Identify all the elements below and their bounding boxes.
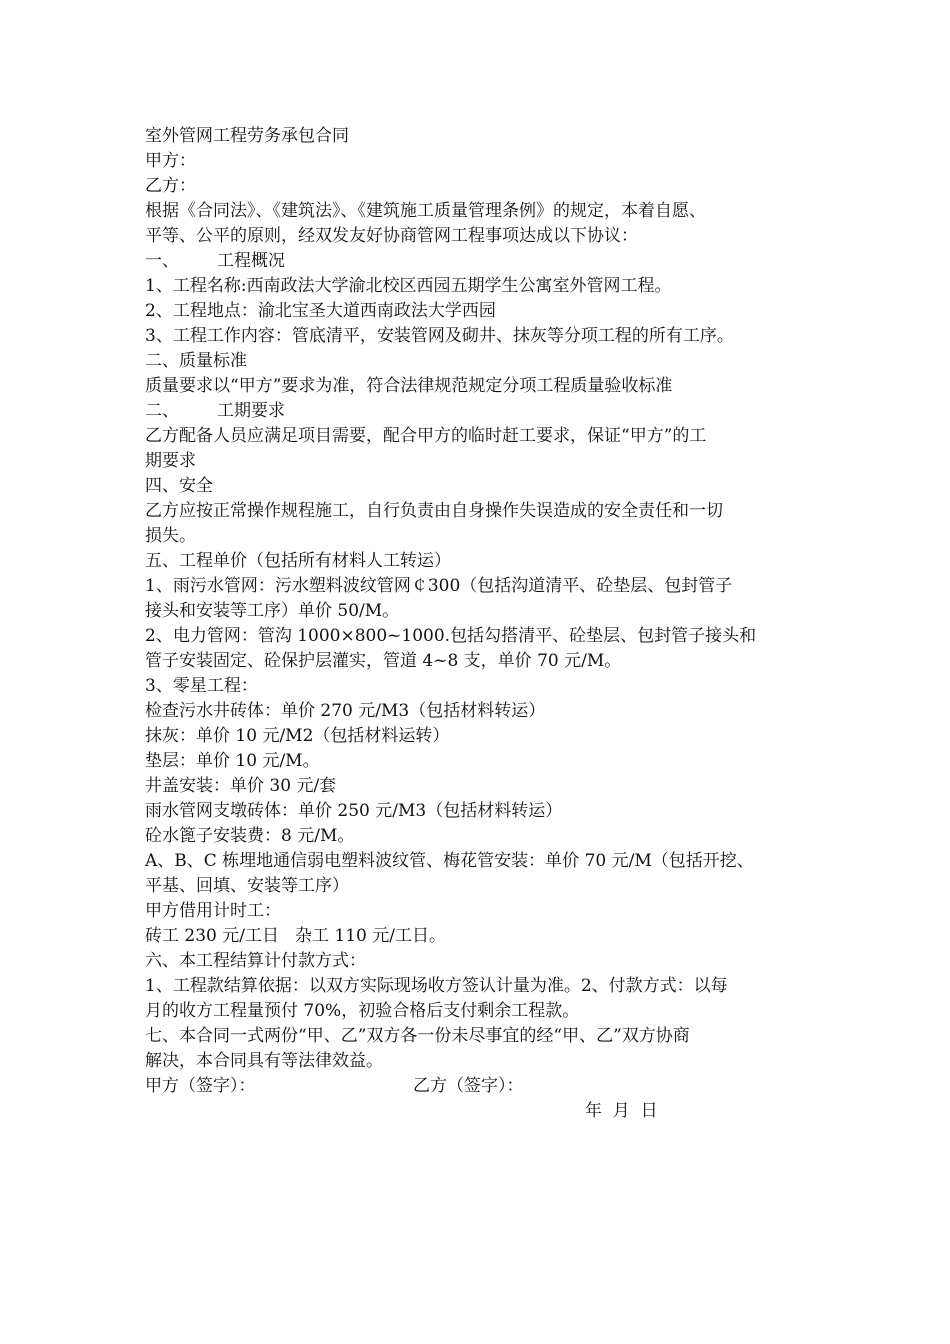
party-b-signature: 乙方（签字）： [413, 1076, 524, 1096]
section-7-text: 七、本合同一式两份“甲、乙”双方各一份未尽事宜的经“甲、乙”双方协商 [145, 1026, 690, 1046]
section-7-text: 解决，本合同具有等法律效益。 [145, 1051, 383, 1071]
section-6-text: 月的收方工程量预付 70%，初验合格后支付剩余工程款。 [145, 1001, 580, 1021]
section-3-heading [145, 399, 825, 424]
section-5-line: 2、电力管网：管沟 1000×800~1000.包括勾搭清平、砼垫层、包封管子接头和 [145, 626, 757, 646]
section-5-line: 管子安装固定、砼保护层灌实，管道 4~8 支，单价 70 元/M。 [145, 651, 622, 671]
section-2-text: 质量要求以“甲方”要求为准，符合法律规范规定分项工程质量验收标准 [145, 376, 673, 396]
section-5-line: 检查污水井砖体：单价 270 元/M3（包括材料转运） [145, 701, 546, 721]
section-3-number: 二、 [145, 401, 179, 421]
section-6-text: 1、工程款结算依据：以双方实际现场收方签认计量为准。2、付款方式：以每 [145, 976, 728, 996]
section-5-line: 井盖安装：单价 30 元/套 [145, 776, 337, 796]
section-1-heading [145, 249, 825, 274]
signing-date: 年 月 日 [585, 1101, 658, 1121]
section-5-line: 3、零星工程： [145, 676, 258, 696]
section-5-line: A、B、C 栋埋地通信弱电塑料波纹管、梅花管安装：单价 70 元/M（包括开挖、 [145, 851, 754, 871]
signature-row [145, 1074, 825, 1099]
section-2-heading: 二、质量标准 [145, 351, 247, 371]
labor-rate-bricklayer: 砖工 230 元/工日 [145, 926, 279, 946]
section-3-text: 期要求 [145, 451, 196, 471]
section-5-line: 甲方借用计时工： [145, 901, 281, 921]
section-4-text: 损失。 [145, 526, 196, 546]
party-b-label: 乙方： [145, 176, 196, 196]
party-a-signature: 甲方（签字）： [145, 1076, 256, 1096]
labor-rates [145, 924, 825, 949]
section-4-heading: 四、安全 [145, 476, 213, 496]
section-5-line: 砼水篦子安装费：8 元/M。 [145, 826, 355, 846]
section-6-heading: 六、本工程结算计付款方式： [145, 951, 366, 971]
document-title: 室外管网工程劳务承包合同 [145, 126, 349, 146]
contract-body [145, 124, 825, 1124]
section-1-number: 一、 [145, 251, 179, 271]
section-5-line: 平基、回填、安装等工序） [145, 876, 349, 896]
party-a-label: 甲方： [145, 151, 196, 171]
section-5-line: 垫层：单价 10 元/M。 [145, 751, 320, 771]
section-1-item: 1、工程名称:西南政法大学渝北校区西园五期学生公寓室外管网工程。 [145, 276, 672, 296]
intro-line-2: 平等、公平的原则，经双发友好协商管网工程事项达成以下协议： [145, 226, 638, 246]
section-5-line: 接头和安装等工序）单价 50/M。 [145, 601, 400, 621]
section-3-text: 乙方配备人员应满足项目需要，配合甲方的临时赶工要求，保证“甲方”的工 [145, 426, 707, 446]
section-5-heading: 五、工程单价（包括所有材料人工转运） [145, 551, 451, 571]
section-4-text: 乙方应按正常操作规程施工，自行负责由自身操作失误造成的安全责任和一切 [145, 501, 723, 521]
section-5-line: 1、雨污水管网：污水塑料波纹管网￠300（包括沟道清平、砼垫层、包封管子 [145, 576, 733, 596]
intro-line-1: 根据《合同法》、《建筑法》、《建筑施工质量管理条例》的规定，本着自愿、 [145, 201, 706, 221]
labor-rate-general: 杂工 110 元/工日。 [294, 926, 446, 946]
section-1-item: 3、工程工作内容：管底清平，安装管网及砌井、抹灰等分项工程的所有工序。 [145, 326, 734, 346]
section-1-title: 工程概况 [217, 251, 285, 271]
section-1-item: 2、工程地点：渝北宝圣大道西南政法大学西园 [145, 301, 496, 321]
section-5-line: 抹灰：单价 10 元/M2（包括材料运转） [145, 726, 450, 746]
section-3-title: 工期要求 [217, 401, 285, 421]
section-5-line: 雨水管网支墩砖体：单价 250 元/M3（包括材料转运） [145, 801, 563, 821]
date-row [145, 1099, 825, 1124]
